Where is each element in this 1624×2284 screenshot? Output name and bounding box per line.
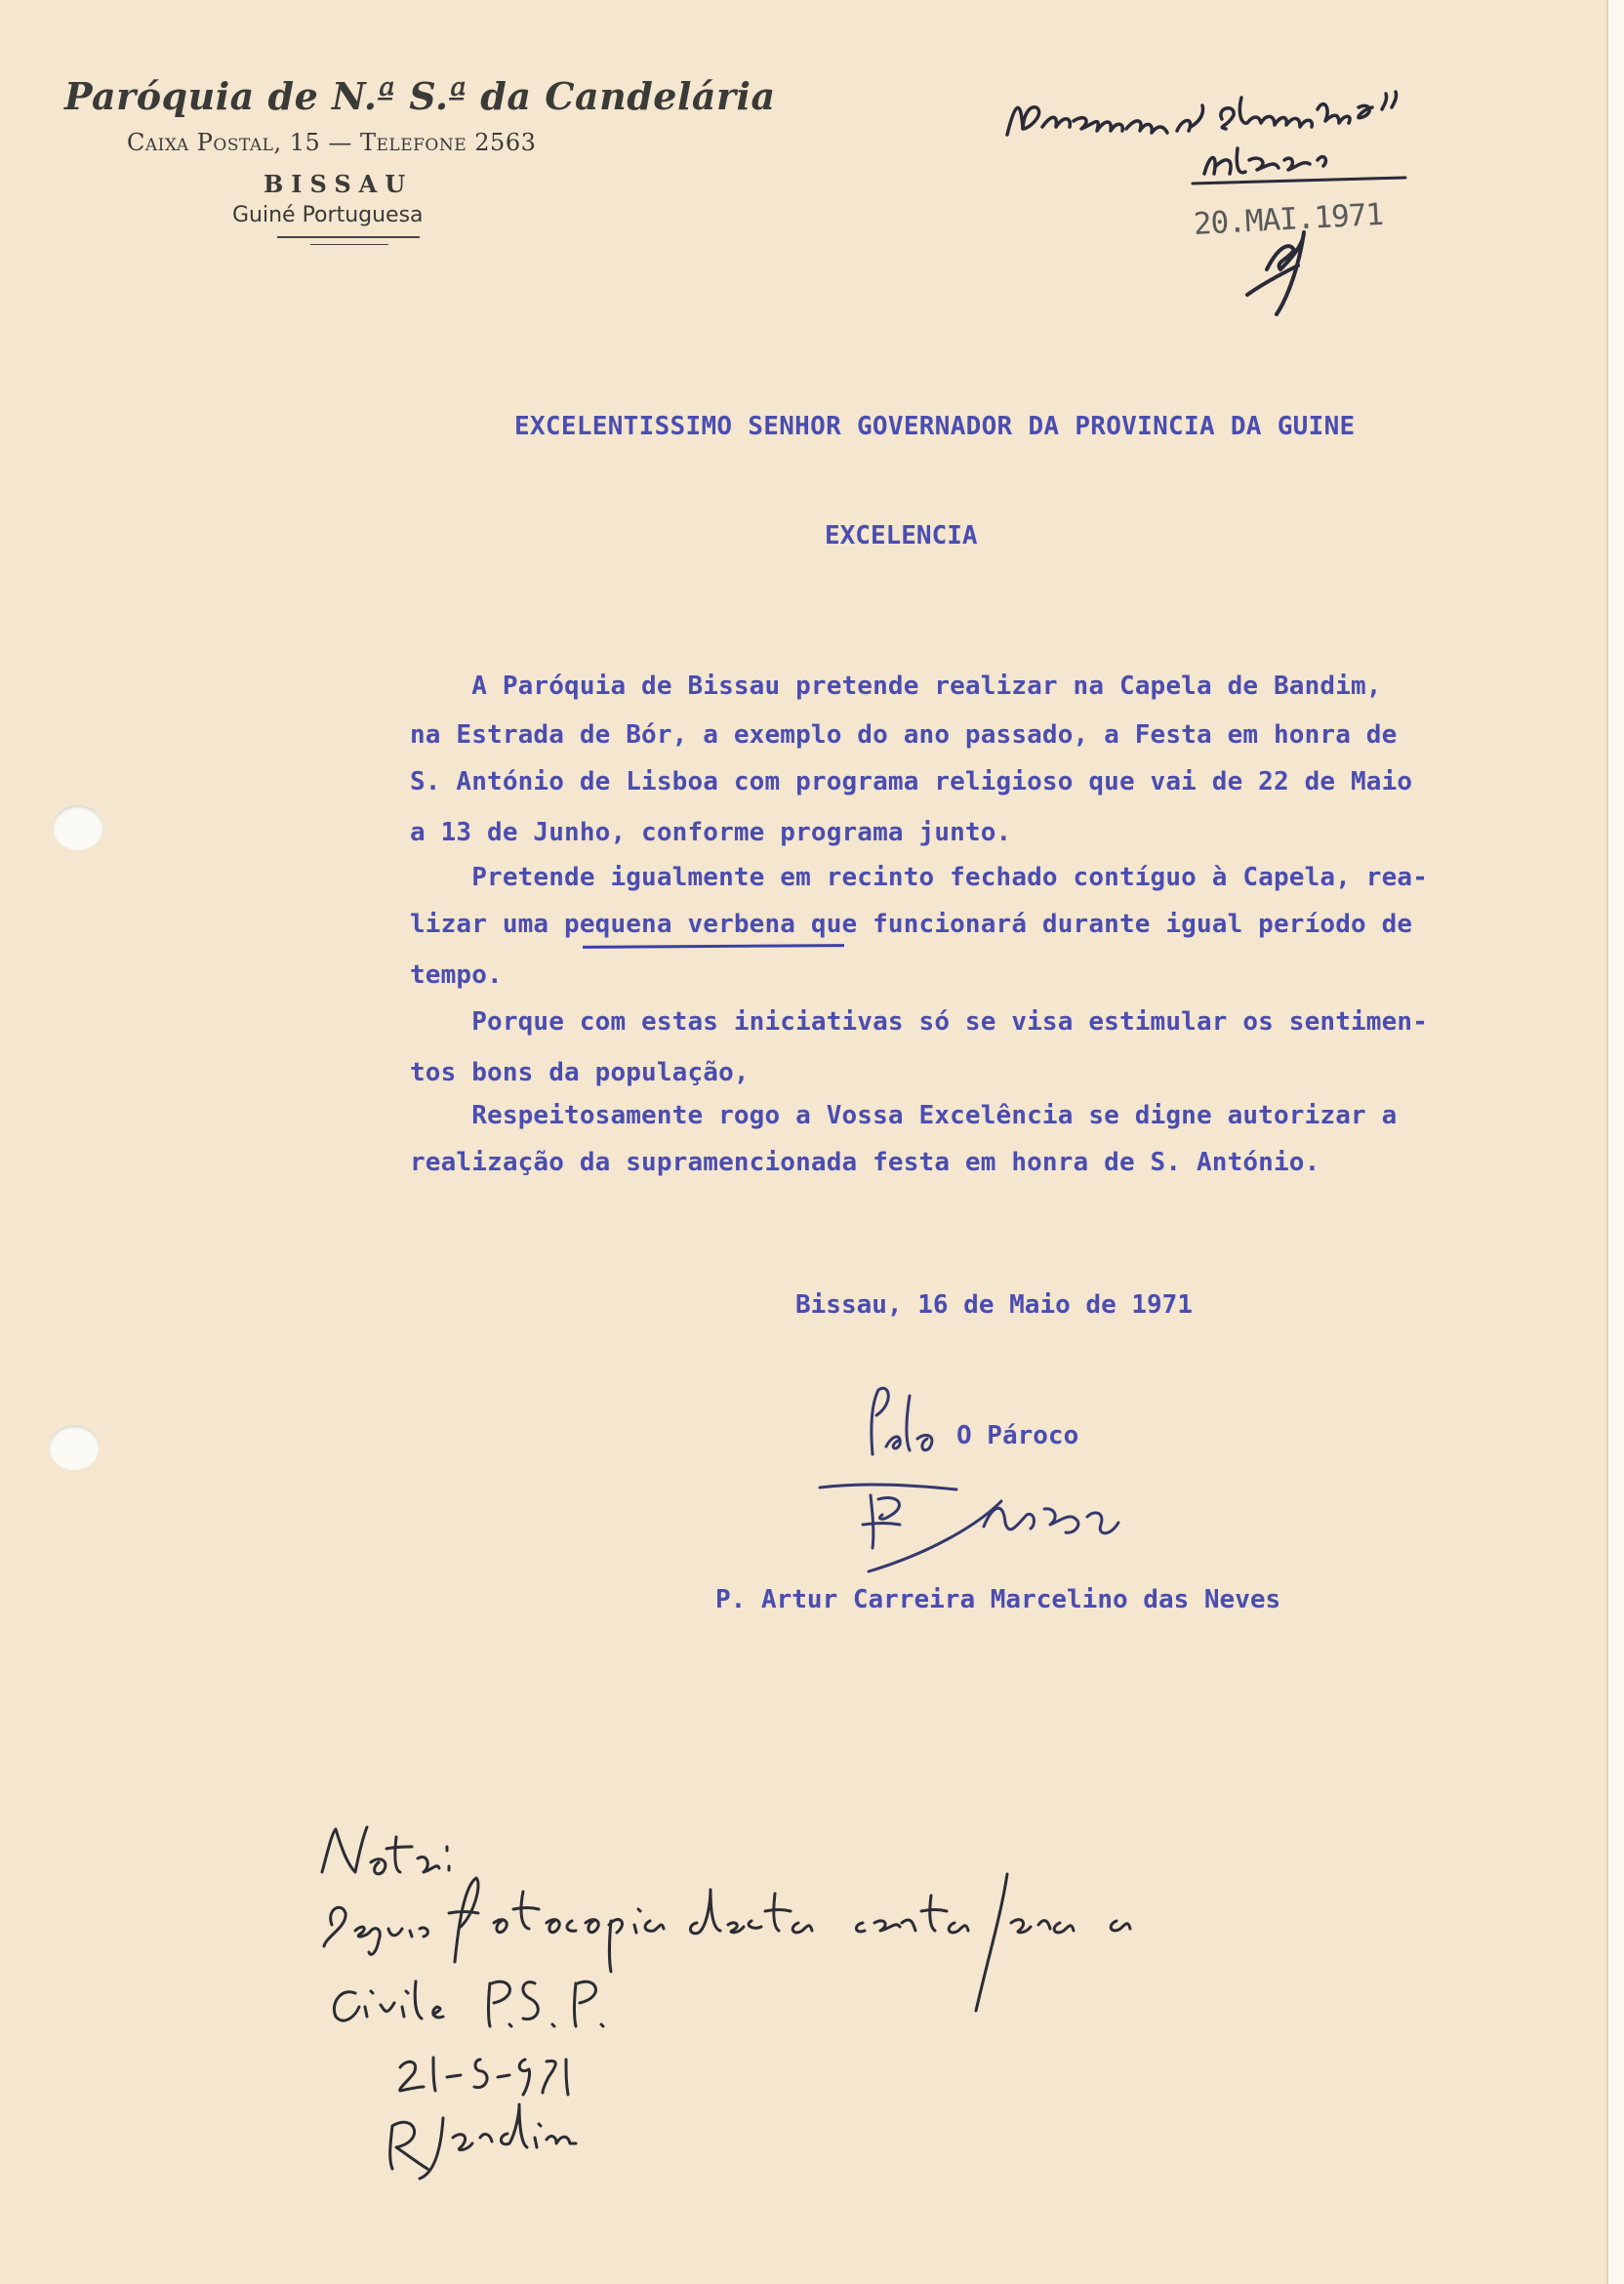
body-line: tempo. bbox=[410, 960, 503, 990]
salutation: EXCELENCIA bbox=[825, 521, 978, 551]
body-line: Porque com estas iniciativas só se visa estimular os sentimen- bbox=[410, 1007, 1429, 1037]
body-line: A Paróquia de Bissau pretende realizar na Capela de Bandim, bbox=[410, 672, 1382, 701]
priest-signature bbox=[810, 1464, 1181, 1581]
letterhead-city: BISSAU bbox=[264, 170, 414, 198]
body-line: Pretende igualmente em recinto fechado contíguo à Capela, rea- bbox=[410, 863, 1429, 892]
body-line: na Estrada de Bór, a exemplo do ano passado, a Festa em honra de bbox=[410, 720, 1398, 750]
body-line: tos bons da população, bbox=[410, 1058, 750, 1087]
letterhead-postal-phone: Caixa Postal, 15 — Telefone 2563 bbox=[127, 129, 537, 156]
letter-dateline: Bissau, 16 de Maio de 1971 bbox=[795, 1290, 1193, 1320]
addressee-line: EXCELENTISSIMO SENHOR GOVERNADOR DA PROVINCIA DA GUINE bbox=[514, 412, 1356, 441]
handwritten-note bbox=[303, 1815, 1181, 2186]
letterhead-rule-bottom bbox=[310, 244, 388, 245]
received-date-stamp: 20.MAI.1971 bbox=[1193, 196, 1384, 242]
body-line: realização da supramencionada festa em honra de S. António. bbox=[410, 1148, 1320, 1177]
punch-hole-lower bbox=[49, 1425, 100, 1470]
letterhead-rule-top bbox=[277, 236, 420, 238]
handwritten-pelo bbox=[859, 1376, 956, 1464]
signer-name: P. Artur Carreira Marcelino das Neves bbox=[715, 1585, 1281, 1614]
body-line: a 13 de Junho, conforme programa junto. bbox=[410, 818, 1012, 847]
body-line: lizar uma pequena verbena que funcionará durante igual período de bbox=[410, 910, 1413, 939]
punch-hole-upper bbox=[53, 805, 103, 850]
letterhead-country: Guiné Portuguesa bbox=[232, 203, 424, 227]
body-line: S. António de Lisboa com programa religioso que vai de 22 de Maio bbox=[410, 767, 1413, 796]
body-line: Respeitosamente rogo a Vossa Excelência se digne autorizar a bbox=[410, 1101, 1398, 1130]
signature-title: O Pároco bbox=[956, 1421, 1079, 1450]
letterhead-parish-name: Paróquia de N.ª S.ª da Candelária bbox=[64, 74, 776, 118]
